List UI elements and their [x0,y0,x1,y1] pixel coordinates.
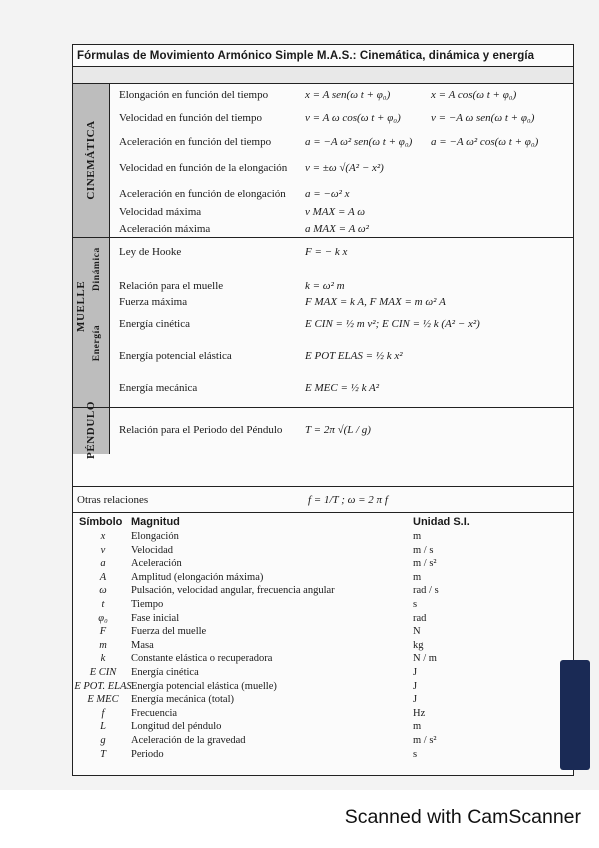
unit-magnitude: Masa [131,639,154,651]
unit-symbol: E MEC [87,694,119,706]
muelle-dinamica-label: Dinámica [92,247,102,291]
header-unit: Unidad S.I. [413,516,470,528]
section-muelle [73,237,573,408]
pendulo-label: PÉNDULO [85,401,97,459]
muelle-energia-label: Energía [92,324,102,362]
unit-magnitude: Velocidad [131,544,173,556]
unit-symbol: f [101,707,105,719]
unit-si: N [413,626,421,638]
formula-sheet [72,44,574,516]
unit-symbol: a [100,558,106,570]
kin-row-name: Elongación en función del tiempo [119,89,269,101]
unit-magnitude: Aceleración [131,558,182,570]
unit-si: J [413,667,418,678]
unit-si: m [413,571,422,583]
section-pendulo [73,401,573,459]
kin-formula: v = ±ω √(A² − x²) [305,162,384,174]
kin-row-name: Velocidad en función del tiempo [119,112,262,124]
unit-symbol: A [99,571,107,583]
spring-row-name: Energía mecánica [119,382,198,394]
kin-formula: a = −ω² x [305,188,350,200]
muelle-sidebar [73,238,110,408]
unit-symbol: ω [99,585,107,597]
cinematica-label: CINEMÁTICA [85,120,97,200]
unit-si: m [413,531,422,542]
kin-formula-alt: v = −A ω sen(ω t + φ₀) [431,112,535,124]
spring-row-name: Energía potencial elástica [119,350,232,362]
unit-magnitude: Energía potencial elástica (muelle) [131,680,277,692]
pendulum-formula: T = 2π √(L / g) [305,424,371,436]
unit-si: J [413,680,418,692]
unit-magnitude: Energía mecánica (total) [131,694,235,706]
kin-row-name: Aceleración máxima [119,223,211,235]
kin-row-name: Velocidad en función de la elongación [119,162,288,174]
kin-formula: x = A sen(ω t + φ₀) [305,89,391,101]
kin-formula: v = A ω cos(ω t + φ₀) [305,112,401,124]
unit-si: m / s² [413,558,437,570]
unit-magnitude: Aceleración de la gravedad [131,735,246,746]
title-underbar [73,67,573,84]
spring-formula: E CIN = ½ m v²; E CIN = ½ k (A² − x²) [305,318,480,330]
spring-formula: F = − k x [305,246,348,258]
kin-row-name: Aceleración en función del tiempo [119,136,272,148]
unit-symbol: t [101,599,105,610]
unit-si: rad / s [413,585,439,597]
unit-magnitude: Constante elástica o recuperadora [131,653,273,665]
kin-row-name: Aceleración en función de elongación [119,188,286,200]
unit-magnitude: Elongación [131,531,179,542]
unit-si: kg [413,639,424,651]
unit-si: s [413,599,418,610]
unit-symbol: E CIN [89,667,117,678]
unit-si: J [413,694,418,706]
muelle-label: MUELLE [75,280,87,332]
sheet-title: Fórmulas de Movimiento Armónico Simple M.A.S.: Cinemática, dinámica y energía [73,45,573,67]
kin-formula: a MAX = A ω² [305,223,369,235]
spring-row-name: Ley de Hooke [119,246,182,258]
unit-magnitude: Energía cinética [131,667,199,678]
spring-row-name: Relación para el muelle [119,280,224,292]
header-symbol: Símbolo [79,516,123,528]
unit-si: rad [413,612,427,624]
unit-si: m / s² [413,735,437,746]
unit-si: Hz [413,707,426,719]
kin-row-name: Velocidad máxima [119,206,202,218]
unit-magnitude: Amplitud (elongación máxima) [131,571,264,583]
unit-si: N / m [413,653,437,665]
other-relations-label: Otras relaciones [77,494,149,506]
pendulum-row-name: Relación para el Periodo del Péndulo [119,424,283,436]
spring-row-name: Fuerza máxima [119,296,188,308]
unit-symbol: v [100,544,106,556]
kin-formula: v MAX = A ω [305,206,365,218]
spring-formula: E MEC = ½ k A² [305,382,380,394]
section-cinematica [73,83,573,238]
kin-formula-alt: x = A cos(ω t + φ₀) [431,89,517,101]
unit-symbol: T [100,748,106,760]
spring-row-name: Energía cinética [119,318,190,330]
binder-clip [560,660,590,770]
header-magnitude: Magnitud [131,516,180,528]
unit-si: s [413,748,418,760]
unit-magnitude: Fase inicial [131,612,180,624]
pendulo-sidebar [73,401,110,459]
kin-formula: a = −A ω² sen(ω t + φ₀) [305,136,413,148]
units-table [72,512,574,776]
unit-magnitude: Frecuencia [131,707,178,719]
spring-formula: F MAX = k A, F MAX = m ω² A [305,296,446,308]
unit-symbol: k [100,653,106,665]
spring-formula: E POT ELAS = ½ k x² [305,350,403,362]
unit-magnitude: Pulsación, velocidad angular, frecuencia angular [131,585,335,597]
cinematica-sidebar [73,84,110,238]
unit-si: m [413,721,422,733]
unit-si: m / s [413,544,434,556]
unit-magnitude: Longitud del péndulo [131,721,222,733]
scanner-watermark: Scanned with CamScanner [344,806,581,828]
other-relations-formula: f = 1/T ; ω = 2 π f [308,494,388,506]
unit-symbol: φ₀ [98,612,108,624]
spring-formula: k = ω² m [305,280,345,292]
unit-symbol: E POT. ELAS [74,680,132,692]
kin-formula-alt: a = −A ω² cos(ω t + φ₀) [431,136,539,148]
unit-symbol: g [100,735,106,746]
unit-symbol: x [100,531,106,542]
unit-symbol: F [99,626,107,638]
unit-magnitude: Tiempo [131,599,164,610]
unit-symbol: m [99,639,107,651]
unit-magnitude: Fuerza del muelle [131,626,207,638]
unit-magnitude: Periodo [131,748,164,760]
unit-symbol: L [100,721,106,733]
